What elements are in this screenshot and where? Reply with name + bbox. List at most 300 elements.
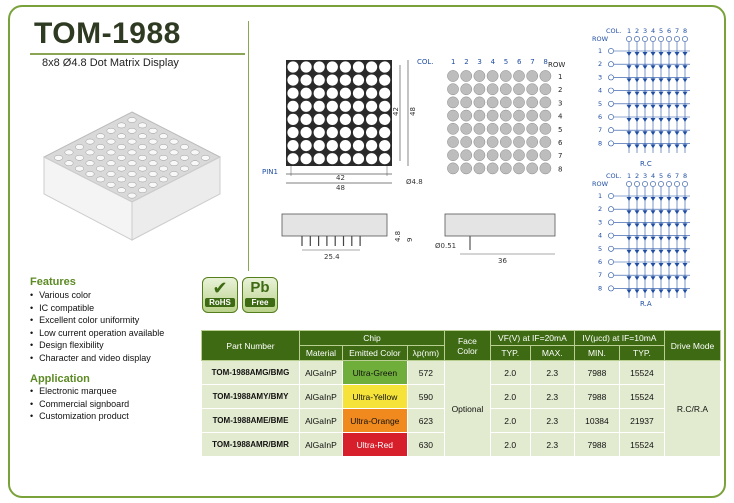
product-photo (40, 102, 225, 247)
pb-label: Pb (250, 279, 270, 296)
features-heading: Features (30, 276, 76, 288)
diode-icon (643, 92, 648, 96)
diode-icon (643, 210, 648, 214)
grey-dot (474, 163, 485, 174)
front-dot (379, 153, 390, 164)
face-color-cell: Optional (444, 361, 490, 457)
schematic-node (608, 246, 613, 251)
vf-header: VF(V) at IF=20mA (490, 331, 574, 346)
diode-icon (627, 105, 632, 109)
list-item: • Customization product (30, 410, 129, 423)
grey-dot (527, 150, 538, 161)
front-width-outer: 48 (336, 184, 345, 192)
col-number: 4 (490, 58, 496, 66)
vf-typ-cell: 2.0 (490, 385, 530, 409)
diode-icon (675, 276, 680, 280)
diode-icon (667, 263, 672, 267)
grey-dot (500, 163, 511, 174)
iv-min-cell: 7988 (574, 361, 619, 385)
diode-icon (627, 197, 632, 201)
schematic-row-number: 2 (598, 205, 603, 214)
diode-icon (659, 65, 664, 69)
diode-icon (627, 276, 632, 280)
front-dot (340, 153, 351, 164)
row-number: 1 (558, 73, 563, 81)
diode-icon (667, 52, 672, 56)
application-list (30, 385, 129, 423)
schematic-col-number: 3 (643, 27, 648, 35)
diode-icon (651, 65, 656, 69)
col-number: 3 (477, 58, 482, 66)
front-dot (340, 61, 351, 72)
led-dot (170, 150, 178, 155)
front-dot (301, 140, 312, 151)
diode-icon (627, 92, 632, 96)
diode-icon (635, 197, 640, 201)
list-item: • Various color (30, 289, 164, 302)
col-label: COL. (417, 58, 434, 66)
led-dot (65, 150, 73, 155)
grey-dot (474, 123, 485, 134)
front-dot (366, 101, 377, 112)
front-dot (353, 140, 364, 151)
led-dot (96, 166, 104, 171)
diode-icon (635, 144, 640, 148)
lambda-cell: 630 (407, 433, 444, 457)
diode-icon (651, 210, 656, 214)
features-list (30, 289, 164, 364)
diode-icon (683, 131, 688, 135)
diode-icon (675, 52, 680, 56)
led-dot (128, 139, 136, 144)
front-height-inner: 42 (392, 107, 400, 116)
schematic-col-number: 5 (659, 172, 664, 180)
diode-icon (643, 105, 648, 109)
diode-icon (643, 197, 648, 201)
grey-dot (487, 70, 498, 81)
grey-dot (474, 97, 485, 108)
grey-dot (540, 136, 551, 147)
grey-dot (447, 150, 458, 161)
diode-icon (667, 223, 672, 227)
front-dot (327, 88, 338, 99)
schematic-node (674, 36, 679, 41)
schematic-node (608, 128, 613, 133)
schematic-row-number: 6 (598, 113, 603, 121)
led-dot (149, 150, 157, 155)
schematic-node (608, 141, 613, 146)
iv-min-cell: 10384 (574, 409, 619, 433)
diode-icon (659, 223, 664, 227)
grey-dot (487, 123, 498, 134)
front-dot (353, 75, 364, 86)
grey-dot (487, 84, 498, 95)
schematic-col-number: 6 (667, 27, 672, 35)
diode-icon (659, 52, 664, 56)
diode-icon (667, 92, 672, 96)
schematic-row-number: 2 (598, 60, 603, 69)
iv-min-cell: 7988 (574, 433, 619, 457)
diode-icon (683, 263, 688, 267)
iv-typ-cell: 15524 (619, 433, 664, 457)
col-number: 7 (530, 58, 535, 66)
rohs-badge (202, 277, 238, 313)
iv-min-cell: 7988 (574, 385, 619, 409)
vf-max-cell: 2.3 (530, 433, 574, 457)
front-dot (340, 101, 351, 112)
schematic-row-number: 5 (598, 244, 603, 253)
diode-icon (635, 78, 640, 82)
diode-icon (667, 250, 672, 254)
grey-dot (487, 97, 498, 108)
front-dot (287, 153, 298, 164)
diode-icon (643, 289, 648, 293)
diode-icon (651, 105, 656, 109)
material-header: Material (300, 346, 343, 361)
diode-icon (627, 118, 632, 122)
diode-icon (675, 105, 680, 109)
diode-icon (627, 210, 632, 214)
diode-icon (627, 131, 632, 135)
schematic-row-number: 8 (598, 284, 603, 293)
schematic-row-number: 5 (598, 99, 603, 108)
diode-icon (683, 210, 688, 214)
diode-icon (651, 197, 656, 201)
diode-icon (667, 237, 672, 241)
diode-icon (675, 144, 680, 148)
diode-icon (651, 250, 656, 254)
part-number-cell: TOM-1988AMG/BMG (202, 361, 300, 385)
grey-dot (540, 163, 551, 174)
ra-label: R.A (640, 300, 652, 308)
product-subtitle: 8x8 Ø4.8 Dot Matrix Display (42, 57, 179, 69)
front-dot (287, 88, 298, 99)
led-dot (149, 161, 157, 166)
drive-mode-cell: R.C/R.A (664, 361, 720, 457)
front-dot (379, 61, 390, 72)
schematic-node (650, 181, 655, 186)
grey-dot (527, 84, 538, 95)
list-item: • Excellent color uniformity (30, 314, 164, 327)
grey-dot (540, 150, 551, 161)
front-height-outer: 48 (409, 107, 417, 116)
front-dot (379, 75, 390, 86)
diode-icon (683, 78, 688, 82)
led-dot (86, 161, 94, 166)
grey-dot (487, 150, 498, 161)
grey-dot (527, 136, 538, 147)
schematic-node (608, 233, 613, 238)
diode-icon (651, 263, 656, 267)
front-view-drawing (258, 52, 428, 192)
diode-icon (683, 65, 688, 69)
vf-typ-cell: 2.0 (490, 361, 530, 385)
diode-icon (627, 52, 632, 56)
col-number: 6 (517, 58, 522, 66)
grey-dot (447, 110, 458, 121)
schematic-node (608, 88, 613, 93)
col-number: 1 (451, 58, 456, 66)
front-dot (287, 75, 298, 86)
diode-icon (659, 250, 664, 254)
part-number-cell: TOM-1988AME/BME (202, 409, 300, 433)
front-dot (287, 114, 298, 125)
diode-icon (683, 52, 688, 56)
diode-icon (659, 144, 664, 148)
iv-min-header: MIN. (574, 346, 619, 361)
grey-dot (513, 70, 524, 81)
diode-icon (643, 237, 648, 241)
led-dot (159, 177, 167, 182)
led-dot (107, 139, 115, 144)
diode-icon (643, 276, 648, 280)
material-cell: AlGaInP (300, 409, 343, 433)
led-dot (138, 144, 146, 149)
diode-icon (683, 276, 688, 280)
part-number-cell: TOM-1988AMR/BMR (202, 433, 300, 457)
front-dot (314, 101, 325, 112)
front-dot (327, 114, 338, 125)
diode-icon (635, 250, 640, 254)
row-number: 5 (558, 125, 563, 134)
led-dot (149, 171, 157, 176)
led-dot (75, 155, 83, 160)
diode-icon (643, 144, 648, 148)
diode-icon (659, 210, 664, 214)
grey-dot (461, 136, 472, 147)
led-dot (180, 144, 188, 149)
grey-dot (540, 70, 551, 81)
diode-icon (667, 131, 672, 135)
application-heading: Application (30, 373, 90, 385)
diode-icon (635, 65, 640, 69)
front-dot (301, 114, 312, 125)
row-label: ROW (548, 61, 566, 69)
schematic-col-number: 7 (675, 27, 680, 35)
front-dot (353, 101, 364, 112)
schematic-node (626, 181, 631, 186)
diode-icon (659, 289, 664, 293)
grey-dot (461, 150, 472, 161)
dot-layout-grid (415, 52, 575, 182)
led-dot (107, 171, 115, 176)
schematic-col-number: 1 (627, 27, 632, 35)
front-dot (327, 153, 338, 164)
diode-icon (635, 210, 640, 214)
grey-dot (540, 110, 551, 121)
list-item: • Low current operation available (30, 327, 164, 340)
grey-dot (474, 150, 485, 161)
diode-icon (659, 92, 664, 96)
col-number: 2 (464, 58, 469, 66)
diode-icon (635, 52, 640, 56)
diode-icon (635, 237, 640, 241)
schematic-row-number: 8 (598, 139, 603, 148)
led-dot (159, 134, 167, 139)
led-dot (159, 166, 167, 171)
diode-icon (627, 237, 632, 241)
grey-dot (500, 110, 511, 121)
diode-icon (643, 65, 648, 69)
schematic-node (608, 286, 613, 291)
grey-dot (527, 97, 538, 108)
diode-icon (675, 131, 680, 135)
grey-dot (447, 163, 458, 174)
pin-diameter-label: Ø0.51 (435, 242, 457, 250)
lambda-cell: 623 (407, 409, 444, 433)
grey-dot (513, 84, 524, 95)
front-dot (353, 114, 364, 125)
diode-icon (627, 144, 632, 148)
schematic-node (608, 101, 613, 106)
grey-dot (527, 70, 538, 81)
front-dot (340, 75, 351, 86)
front-dot (327, 101, 338, 112)
grey-dot (513, 97, 524, 108)
lambda-header: λp(nm) (407, 346, 444, 361)
side-height-1: 4.8 (394, 230, 402, 242)
iv-typ-cell: 21937 (619, 409, 664, 433)
diode-icon (627, 263, 632, 267)
grey-dot (527, 110, 538, 121)
schematic-col-number: 8 (683, 172, 688, 180)
grey-dot (527, 123, 538, 134)
diode-icon (651, 131, 656, 135)
schematic-col-number: 2 (635, 172, 640, 180)
front-dot (366, 153, 377, 164)
led-dot (86, 139, 94, 144)
led-dot (117, 123, 125, 128)
schematic-node (634, 181, 639, 186)
diode-icon (667, 105, 672, 109)
front-width-inner: 42 (336, 174, 345, 182)
front-dot (301, 101, 312, 112)
grey-dot (447, 70, 458, 81)
diode-icon (683, 237, 688, 241)
grey-dot (513, 136, 524, 147)
schematic-col-number: 3 (643, 172, 648, 180)
diode-icon (643, 52, 648, 56)
emitted-color-cell: Ultra-Yellow (342, 385, 407, 409)
led-dot (128, 150, 136, 155)
grey-dot (513, 123, 524, 134)
diode-icon (643, 131, 648, 135)
vf-max-header: MAX. (530, 346, 574, 361)
diode-icon (675, 237, 680, 241)
diode-icon (683, 250, 688, 254)
front-dot (340, 140, 351, 151)
diode-icon (659, 78, 664, 82)
led-dot (159, 144, 167, 149)
grey-dot (447, 123, 458, 134)
diode-icon (683, 144, 688, 148)
grey-dot (540, 84, 551, 95)
led-dot (128, 193, 136, 198)
led-dot (96, 134, 104, 139)
vf-typ-cell: 2.0 (490, 409, 530, 433)
led-dot (75, 166, 83, 171)
list-item: • Commercial signboard (30, 398, 129, 411)
led-dot (117, 144, 125, 149)
diode-icon (651, 237, 656, 241)
vf-typ-header: TYP. (490, 346, 530, 361)
front-dot (287, 127, 298, 138)
front-dot (379, 140, 390, 151)
schematic-node (608, 114, 613, 119)
schematic-node (608, 48, 613, 53)
schematic-node (682, 36, 687, 41)
front-dot (301, 127, 312, 138)
schematic-col-number: 1 (627, 172, 632, 180)
grey-dot (513, 110, 524, 121)
led-dot (117, 177, 125, 182)
led-dot (159, 155, 167, 160)
diode-icon (651, 118, 656, 122)
diode-icon (627, 289, 632, 293)
led-dot (138, 134, 146, 139)
grey-dot (540, 97, 551, 108)
schematic-rc (590, 25, 700, 170)
diode-icon (635, 118, 640, 122)
side-view-2-drawing (430, 212, 570, 267)
led-dot (128, 171, 136, 176)
diode-icon (635, 105, 640, 109)
diode-icon (683, 197, 688, 201)
dot-diameter-label: Ø4.8 (406, 178, 423, 186)
led-dot (180, 166, 188, 171)
led-dot (170, 171, 178, 176)
front-dot (301, 61, 312, 72)
led-dot (149, 128, 157, 133)
grey-dot (461, 97, 472, 108)
product-title: TOM-1988 (34, 17, 181, 50)
led-dot (117, 188, 125, 193)
iv-typ-header: TYP. (619, 346, 664, 361)
front-dot (327, 61, 338, 72)
diode-icon (635, 92, 640, 96)
schematic-node (666, 36, 671, 41)
datasheet-page (8, 5, 726, 498)
diode-icon (627, 65, 632, 69)
front-dot (366, 75, 377, 86)
front-dot (353, 61, 364, 72)
schematic-col-number: 2 (635, 27, 640, 35)
list-item: • IC compatible (30, 302, 164, 315)
schematic-row-number: 3 (598, 73, 603, 82)
diode-icon (683, 92, 688, 96)
col-number: 5 (503, 58, 509, 66)
diode-icon (667, 118, 672, 122)
diode-icon (651, 223, 656, 227)
diode-icon (675, 92, 680, 96)
list-item: • Electronic marquee (30, 385, 129, 398)
checkmark-icon: ✔ (212, 278, 228, 298)
grey-dot (500, 70, 511, 81)
led-dot (96, 155, 104, 160)
led-dot (128, 182, 136, 187)
led-dot (96, 144, 104, 149)
row-number: 3 (558, 99, 563, 108)
diode-icon (651, 52, 656, 56)
front-dot (379, 114, 390, 125)
diode-icon (675, 289, 680, 293)
pb-free-badge (242, 277, 278, 313)
row-number: 6 (558, 139, 563, 147)
grey-dot (447, 97, 458, 108)
diode-icon (643, 118, 648, 122)
grey-dot (474, 70, 485, 81)
front-dot (353, 127, 364, 138)
